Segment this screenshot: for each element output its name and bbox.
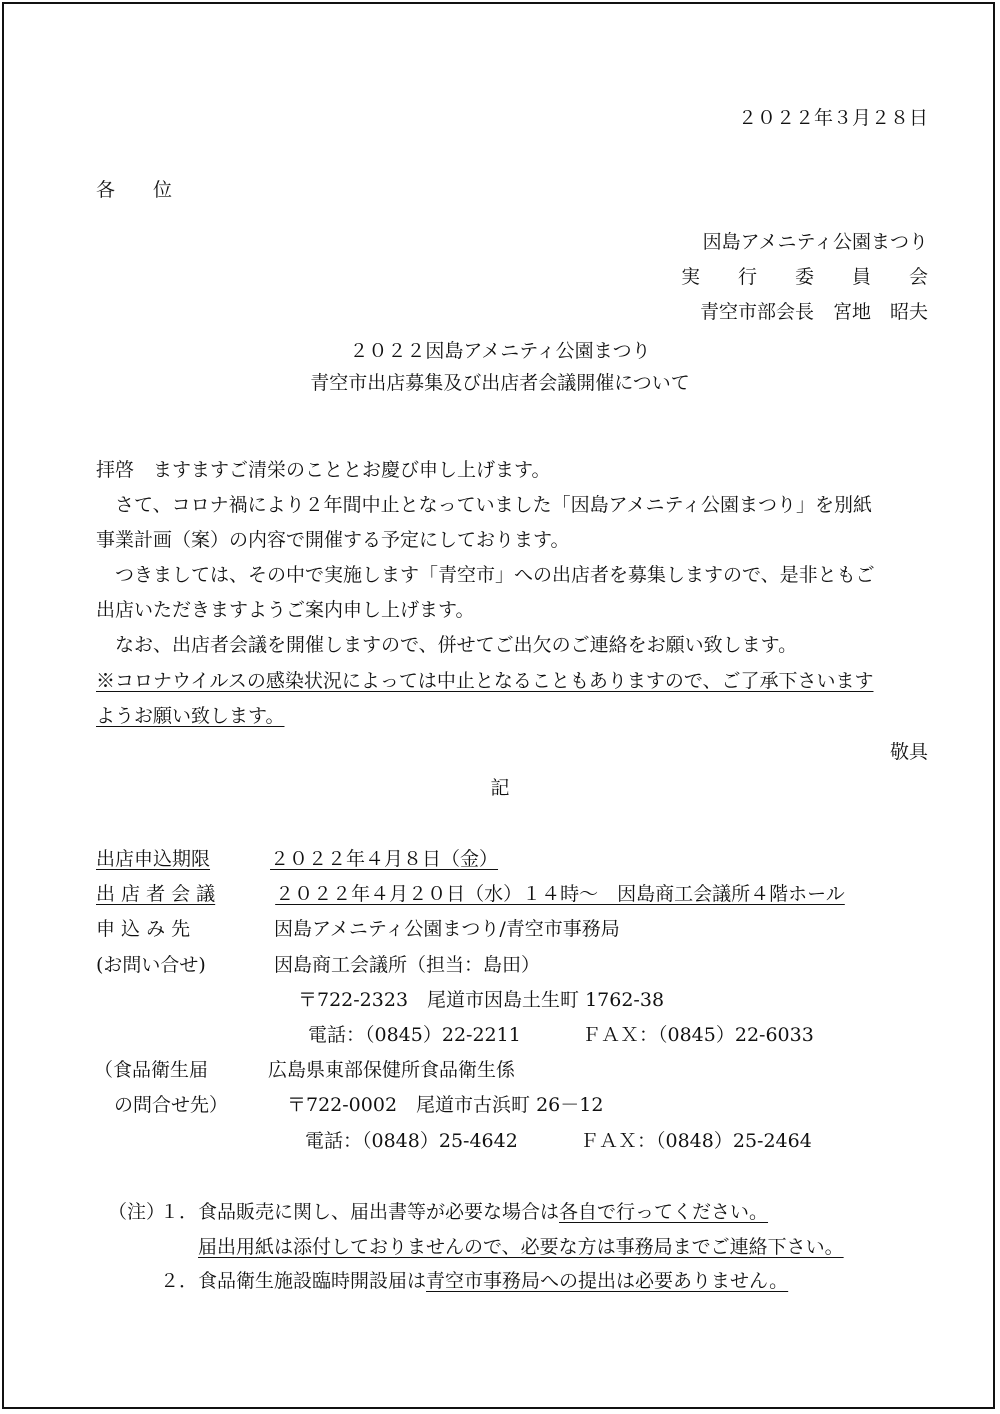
- deadline-row: [96, 844, 498, 874]
- food-phone: 電話：（0848）25-4642: [305, 1130, 518, 1152]
- document-title-line1: ２０２２因島アメニティ公園まつり: [349, 340, 651, 362]
- covid-note-line1: ※コロナウイルスの感染状況によっては中止となることもありますので、ご了承下さいます: [96, 670, 874, 692]
- note-2-line: [198, 1266, 788, 1296]
- note-1-text: 食品販売に関し、届出書等が必要な場合は: [198, 1201, 560, 1223]
- inquiry-phone: 電話：（0845）22-2211: [308, 1024, 521, 1046]
- body-paragraph-1a: さて、コロナ禍により２年間中止となっていました「因島アメニティ公園まつり」を別紙: [115, 494, 872, 516]
- apply-label: 申 込 み 先: [96, 918, 191, 940]
- food-value: 広島県東部保健所食品衛生係: [268, 1059, 516, 1081]
- food-address: 〒722-0002 尾道市古浜町 26－12: [287, 1094, 604, 1116]
- covid-note-line2: ようお願い致します。: [96, 705, 285, 727]
- note-2-underlined: 青空市事務局への提出は必要ありません。: [426, 1270, 789, 1292]
- food-label-1: （食品衛生届: [94, 1059, 209, 1081]
- deadline-label: 出店申込期限: [96, 848, 211, 870]
- sender-committee: 実 行 委 員 会: [680, 266, 928, 288]
- greeting: 拝啓 ますますご清栄のこととお慶び申し上げます。: [96, 459, 551, 481]
- note-1-line1: [198, 1197, 768, 1227]
- body-paragraph-1b: 事業計画（案）の内容で開催する予定にしております。: [96, 529, 570, 551]
- note-2-text: 食品衛生施設臨時開設届は: [198, 1270, 427, 1292]
- body-paragraph-2a: つきましては、その中で実施します「青空市」への出店者を募集しますので、是非ともご: [115, 564, 875, 586]
- meeting-label: 出 店 者 会 議: [96, 883, 216, 905]
- note-2-number: ２．: [160, 1270, 199, 1292]
- note-1-underlined: 各自で行ってください。: [559, 1201, 769, 1223]
- inquiry-value: 因島商工会議所（担当：島田）: [274, 954, 541, 976]
- body-paragraph-2b: 出店いただきますようご案内申し上げます。: [96, 599, 475, 621]
- deadline-value: ２０２２年４月８日（金）: [270, 848, 499, 870]
- meeting-value: ２０２２年４月２０日（水）１４時～ 因島商工会議所４階ホール: [275, 883, 845, 905]
- inquiry-label: (お問い合せ): [96, 954, 206, 976]
- document-date: ２０２２年３月２８日: [737, 107, 928, 129]
- inquiry-fax: ＦＡＸ：（0845）22-6033: [582, 1024, 814, 1046]
- document-title-line2: 青空市出店募集及び出店者会議開催について: [310, 372, 690, 394]
- meeting-row: [96, 879, 845, 909]
- inquiry-address: 〒722-2323 尾道市因島土生町 1762-38: [298, 989, 665, 1011]
- note-1-number: １．: [160, 1201, 199, 1223]
- food-label-2: の問合せ先）: [114, 1094, 229, 1116]
- food-fax: ＦＡＸ：（0848）25-2464: [580, 1130, 812, 1152]
- body-paragraph-3: なお、出店者会議を開催しますので、併せてご出欠のご連絡をお願い致します。: [115, 634, 798, 656]
- sender-org: 因島アメニティ公園まつり: [702, 231, 928, 253]
- ki-heading: 記: [490, 777, 510, 799]
- sender-name: 青空市部会長 宮地 昭夫: [699, 301, 928, 323]
- notes-marker: （注）: [108, 1201, 166, 1223]
- closing-keigu: 敬具: [889, 741, 928, 763]
- note-1-line2: 届出用紙は添付しておりませんので、必要な方は事務局までご連絡下さい。: [198, 1236, 844, 1258]
- apply-value: 因島アメニティ公園まつり/青空市事務局: [274, 918, 620, 940]
- addressee: 各 位: [96, 179, 173, 201]
